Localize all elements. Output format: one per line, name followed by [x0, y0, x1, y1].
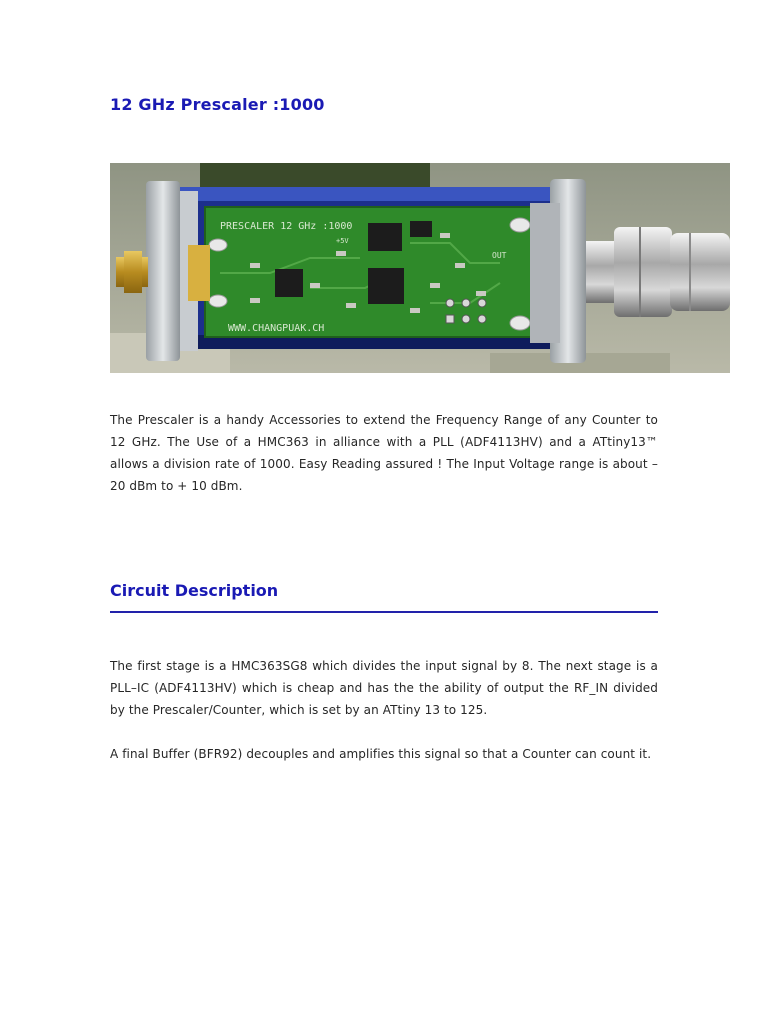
page-title: 12 GHz Prescaler :1000	[110, 95, 325, 114]
circuit-paragraph-2: A final Buffer (BFR92) decouples and amplifies this signal so that a Counter can count it.	[110, 747, 652, 761]
board-supply-label: +5V	[336, 237, 349, 245]
board-url-label: WWW.CHANGPUAK.CH	[228, 323, 325, 334]
board-out-label: OUT	[492, 251, 507, 260]
section-divider	[110, 611, 658, 613]
board-label: PRESCALER 12 GHz :1000	[220, 221, 353, 232]
section-heading: Circuit Description	[110, 581, 279, 600]
intro-paragraph: The Prescaler is a handy Accessories to extend the Frequency Range of any Counter to 12 GHz. The Use of a HMC363 in alliance with a PLL (ADF4113HV) and a ATtiny13™ allows a division rate of 1000. Easy Reading assured ! The Input Voltage range is about – 20 dBm to + 10 dBm.	[110, 413, 658, 493]
prescaler-photo	[110, 163, 730, 373]
circuit-paragraph-1: The first stage is a HMC363SG8 which divides the input signal by 8. The next stage is a PLL–IC (ADF4113HV) which is cheap and has the the ability of output the RF_IN divided by the Prescaler/Counter, which is set by an ATtiny 13 to 125.	[110, 659, 658, 717]
